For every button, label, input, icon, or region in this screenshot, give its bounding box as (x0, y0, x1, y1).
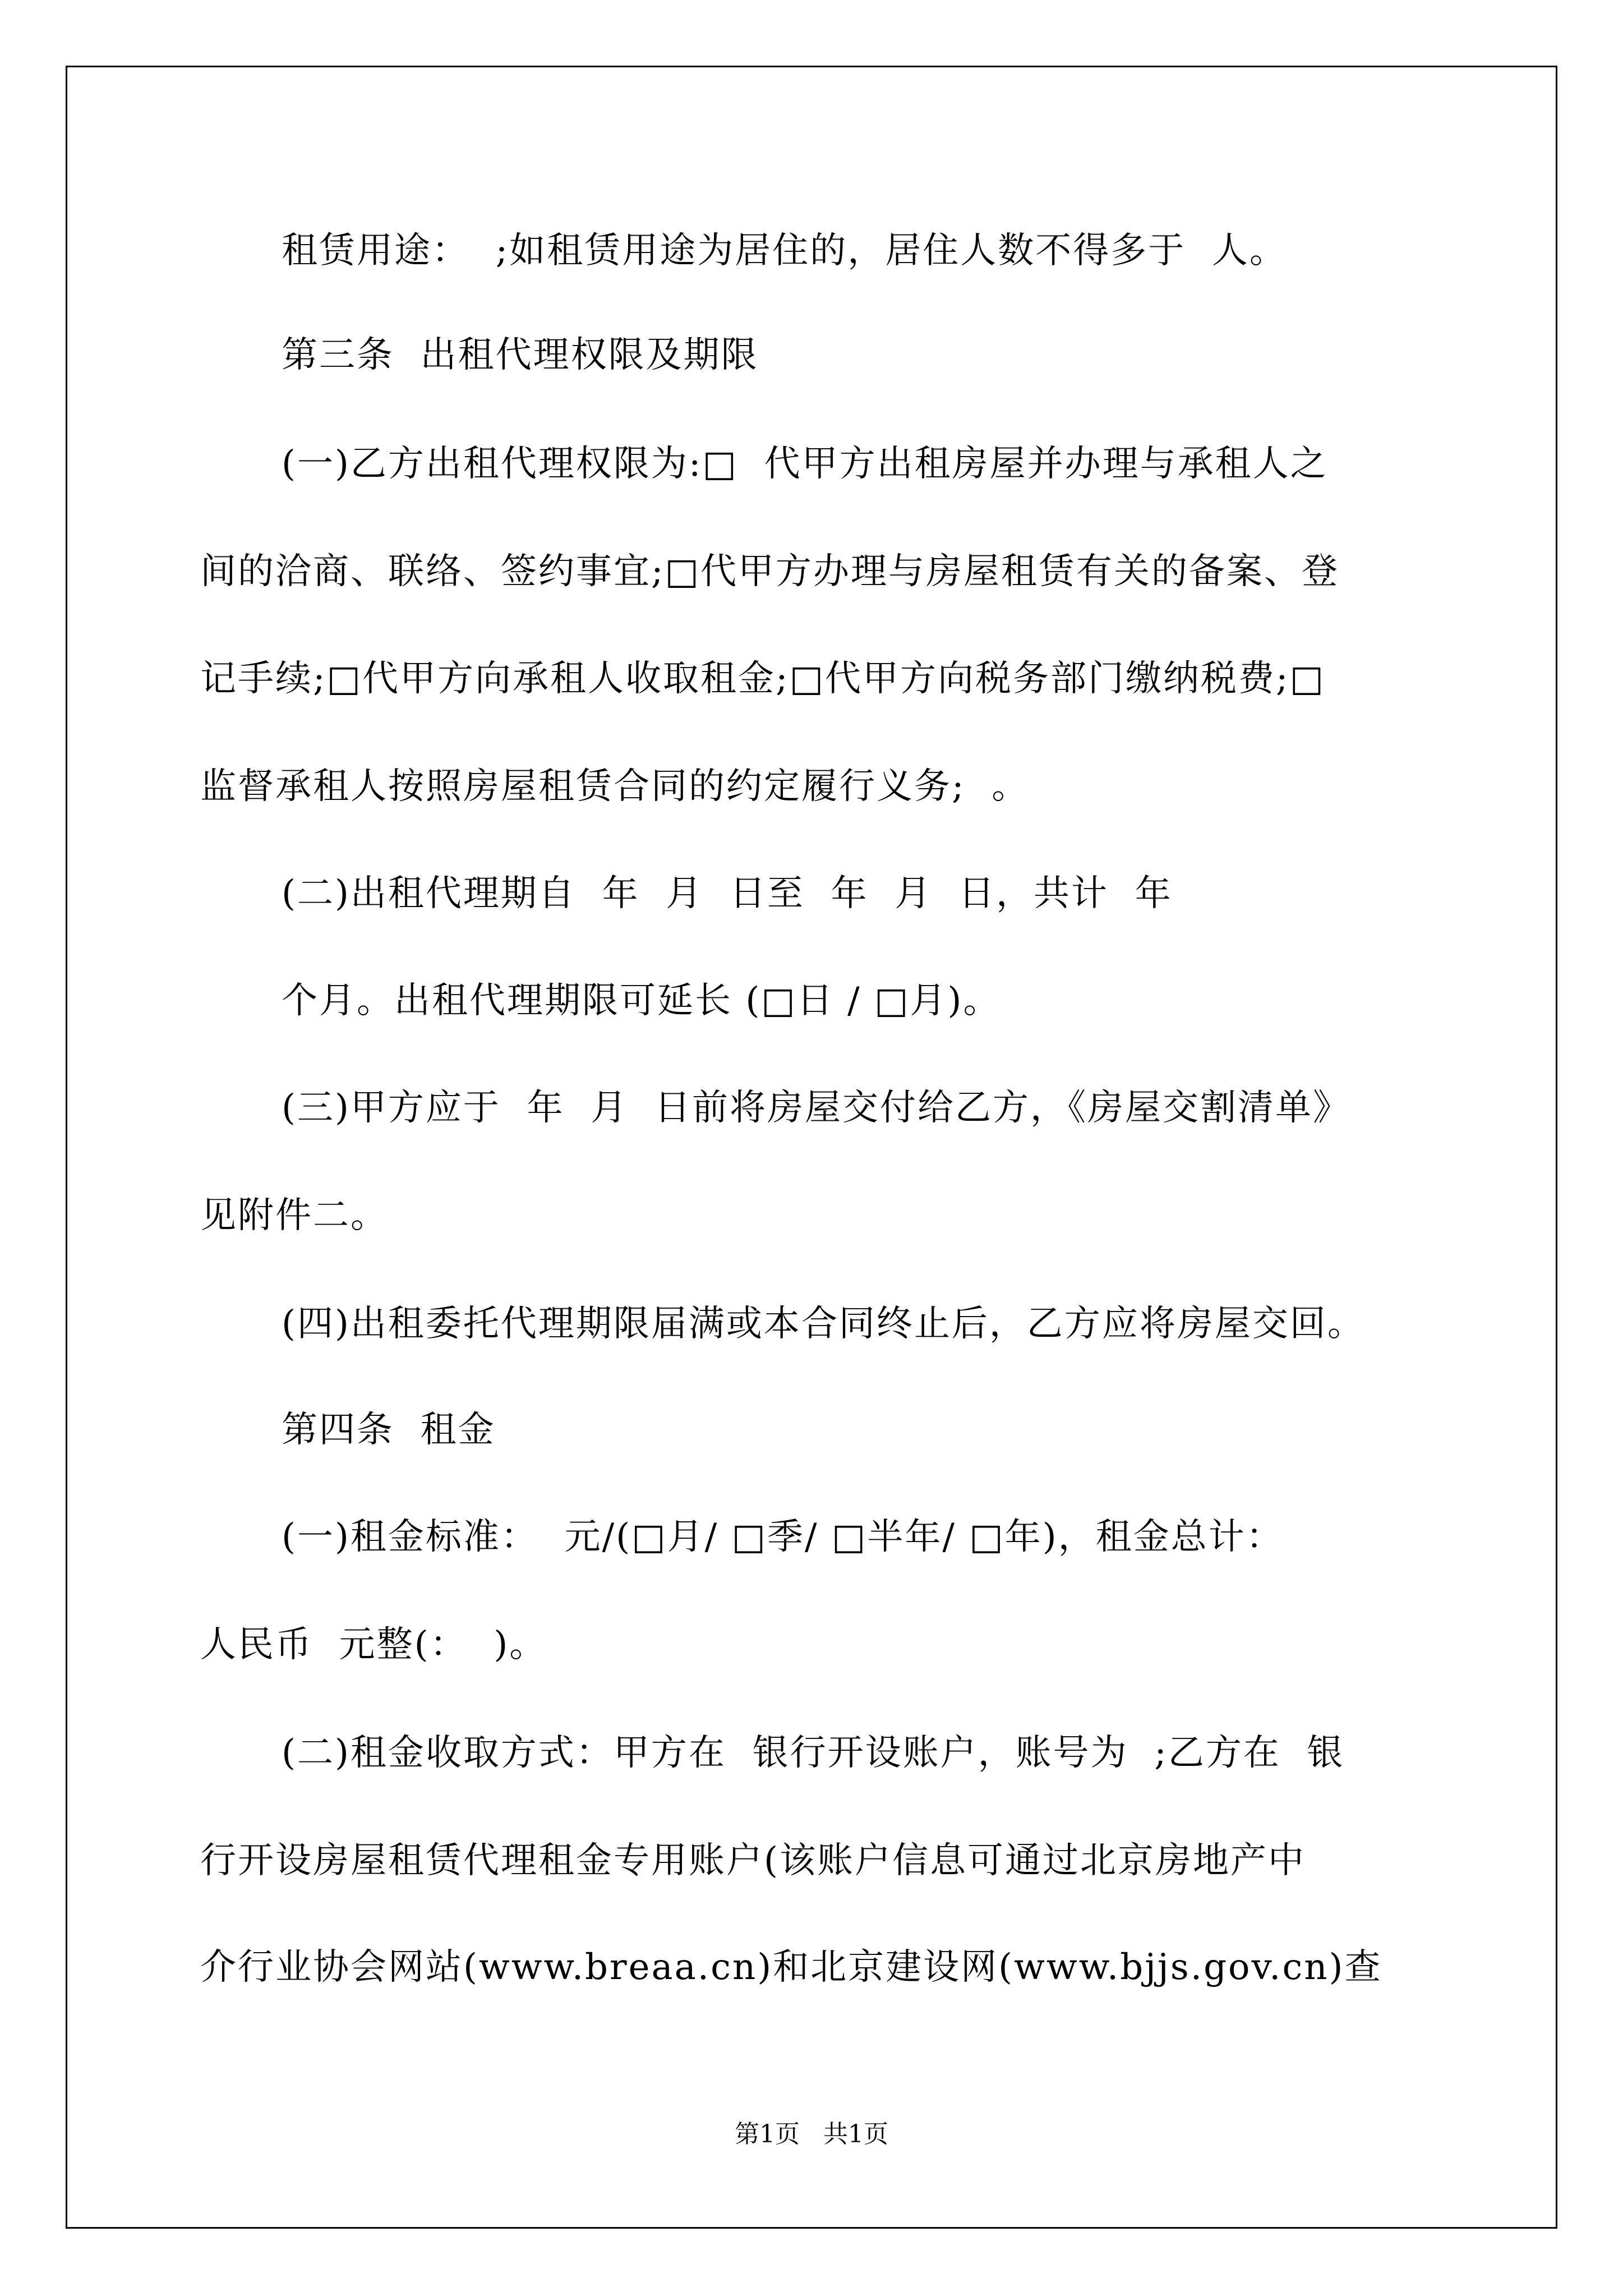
text-line: 记手续;□代甲方向承租人收取租金;□代甲方向税务部门缴纳税费;□ (200, 658, 1326, 700)
text-line: (三)甲方应于 年 月 日前将房屋交付给乙方，《房屋交割清单》 (282, 1087, 1350, 1129)
text-line: (二)出租代理期自 年 月 日至 年 月 日，共计 年 (282, 873, 1173, 914)
text-line: 见附件二。 (200, 1195, 388, 1236)
text-line: (一)租金标准： 元/(□月/ □季/ □半年/ □年)，租金总计： (282, 1516, 1284, 1558)
section-heading: 第三条 出租代理权限及期限 (282, 334, 759, 376)
page-border (66, 66, 1557, 2229)
text-line: 介行业协会网站(www.breaa.cn)和北京建设网(www.bjjs.gov.cn)查 (200, 1947, 1382, 1988)
text-line: 租赁用途： ;如租赁用途为居住的，居住人数不得多于 人。 (282, 230, 1287, 272)
text-line: (一)乙方出租代理权限为:□ 代甲方出租房屋并办理与承租人之 (282, 443, 1328, 485)
text-line: 个月。出租代理期限可延长 (□日 / □月)。 (282, 980, 1001, 1022)
text-line: 监督承租人按照房屋租赁合同的约定履行义务; 。 (200, 766, 1030, 807)
text-line: 人民币 元整(： )。 (200, 1624, 547, 1665)
text-line: (四)出租委托代理期限届满或本合同终止后，乙方应将房屋交回。 (282, 1303, 1365, 1345)
text-line: (二)租金收取方式：甲方在 银行开设账户，账号为 ;乙方在 银 (282, 1732, 1345, 1774)
page-footer: 第1页 共1页 (735, 2120, 888, 2148)
text-line: 行开设房屋租赁代理租金专用账户(该账户信息可通过北京房地产中 (200, 1840, 1306, 1881)
text-line: 间的洽商、联络、签约事宜;□代甲方办理与房屋租赁有关的备案、登 (200, 551, 1340, 592)
section-heading: 第四条 租金 (282, 1409, 496, 1451)
